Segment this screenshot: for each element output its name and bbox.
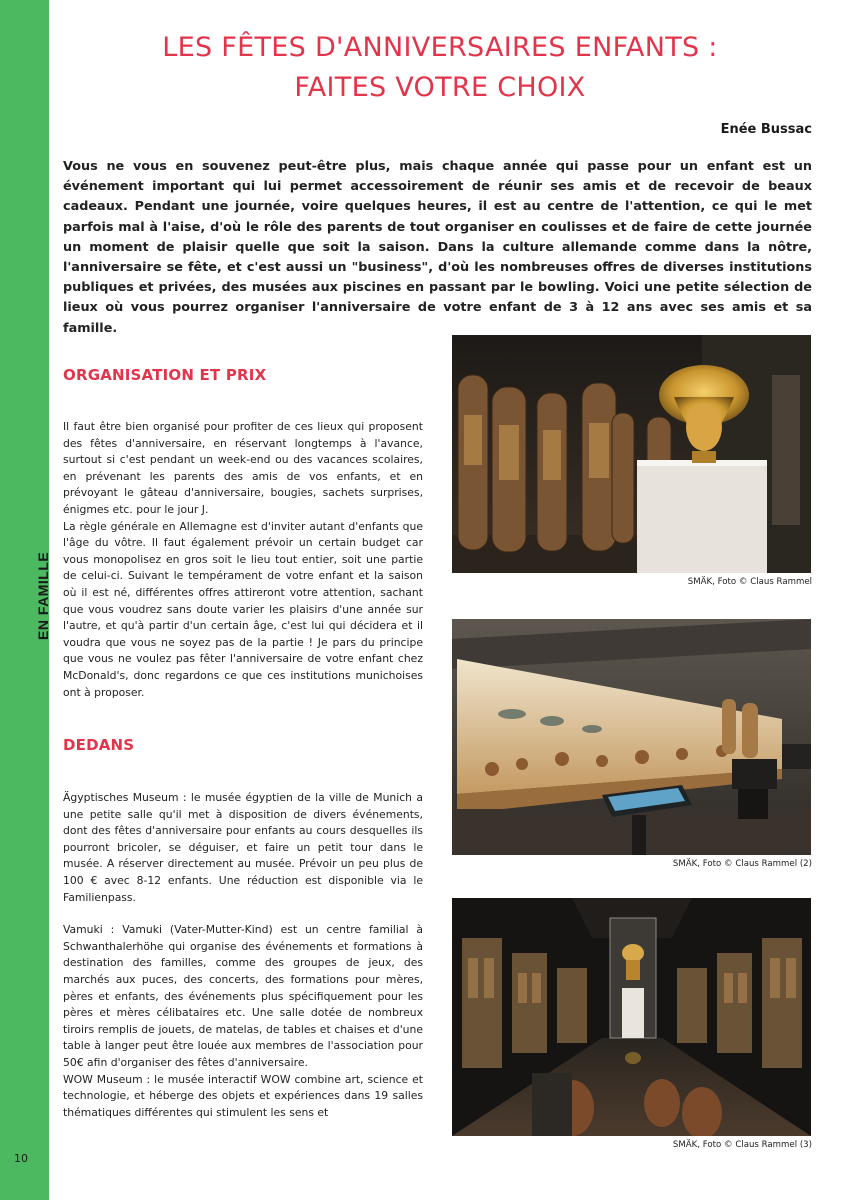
title-line-1: LES FÊTES D'ANNIVERSAIRES ENFANTS : bbox=[162, 32, 718, 63]
section-body-dedans bbox=[63, 790, 423, 1121]
paragraph-spacer bbox=[63, 906, 423, 922]
photo-caption-3: SMÄK, Foto © Claus Rammel (3) bbox=[672, 1140, 812, 1150]
paragraph: WOW Museum : le musée interactif WOW combine art, science et technologie, et héberge des objets et expériences dans 19 salles thématiques différentes qui stimulent les sens et bbox=[63, 1072, 423, 1119]
photo-caption-2: SMÄK, Foto © Claus Rammel (2) bbox=[672, 859, 812, 869]
paragraph: Ägyptisches Museum : le musée égyptien de la ville de Munich a une petite salle qu'il met à disposition de divers événements, dont des fêtes d'anniversaire pour enfants au cours desquelles ils pourront bricoler, se déguiser, et faire un petit tour dans le musée. A réserver directement au musée. Prévoir un peu plus de 100 € avec 8-12 enfants. Une réduction est disponible via le Familienpass. bbox=[63, 791, 423, 904]
title-line-2: FAITES VOTRE CHOIX bbox=[294, 72, 586, 103]
section-label: EN FAMILLE bbox=[35, 551, 51, 640]
photo-caption-1: SMÄK, Foto © Claus Rammel bbox=[687, 577, 812, 587]
photo-dark-gallery-image bbox=[452, 898, 811, 1136]
photo-mummies-image bbox=[452, 335, 811, 573]
photo-mummies bbox=[452, 335, 811, 573]
author-name: Enée Bussac bbox=[720, 122, 812, 137]
section-heading-dedans: DEDANS bbox=[63, 736, 135, 754]
paragraph: Il faut être bien organisé pour profiter de ces lieux qui proposent des fêtes d'anniversaire, en réservant longtemps à l'avance, surtout si c'est pendant un week-end ou des vacances scolaires, en prévenant les parents des amis de vos enfants, et en prévoyant le gâteau d'anniversaire, bougies, sachets surprises, énigmes etc. pour le jour J. bbox=[63, 420, 423, 516]
photo-display-case bbox=[452, 619, 811, 855]
photo-dark-gallery bbox=[452, 898, 811, 1136]
page-number: 10 bbox=[14, 1152, 28, 1165]
section-heading-organisation: ORGANISATION ET PRIX bbox=[63, 366, 267, 384]
paragraph: Vamuki : Vamuki (Vater-Mutter-Kind) est un centre familial à Schwanthalerhöhe qui organise des événements et formations à destination des familles, comme des groupes de jeux, des marchés aux puces, des concerts, des formations pour mères, pères et enfants, des événements plus spécifiquement pour les pères et mères célibataires etc. Une salle dotée de nombreux tiroirs remplis de jouets, de matelas, de tables et chaises et d'une table à langer peut être louée aux membres de l'association pour 50€ afin d'organiser des fêtes d'anniversaire. bbox=[63, 923, 423, 1069]
lead-paragraph: Vous ne vous en souvenez peut-être plus, mais chaque année qui passe pour un enfant est un événement important qui lui permet accessoirement de réunir ses amis et de recevoir de beaux cadeaux. Pendant une journée, voire quelques heures, il est au centre de l'attention, ce qui le met parfois mal à l'aise, d'où le rôle des parents de tout organiser en coulisses et de faire de cette journée un moment de plaisir quelle que soit la saison. Dans la culture allemande comme dans la nôtre, l'anniversaire se fête, et c'est aussi un "business", d'où les nombreuses offres de diverses institutions publiques et privées, des musées aux piscines en passant par le bowling. Voici une petite sélection de lieux où vous pourrez organiser l'anniversaire de votre enfant de 3 à 12 ans avec ses amis et sa famille. bbox=[63, 159, 812, 336]
article-title bbox=[60, 28, 820, 108]
section-body-organisation bbox=[63, 419, 423, 701]
paragraph: La règle générale en Allemagne est d'inviter autant d'enfants que l'âge du vôtre. Il faut également prévoir un certain budget car vous monopolisez en gros soit le lieu tout entier, soit une partie de celui-ci. Suivant le tempérament de votre enfant et la saison où il est né, différentes offres attireront votre attention, sachant que vous voudrez sans doute varier les plaisirs d'une année sur l'autre, et qu'à partir d'un certain âge, c'est lui qui décidera et il voudra que vous ne soyez pas de la partie ! Je pars du principe que vous ne voulez pas fêter l'anniversaire de votre enfant chez McDonald's, donc regardons ce que ces institutions munichoises ont à proposer. bbox=[63, 519, 423, 699]
photo-display-case-image bbox=[452, 619, 811, 855]
